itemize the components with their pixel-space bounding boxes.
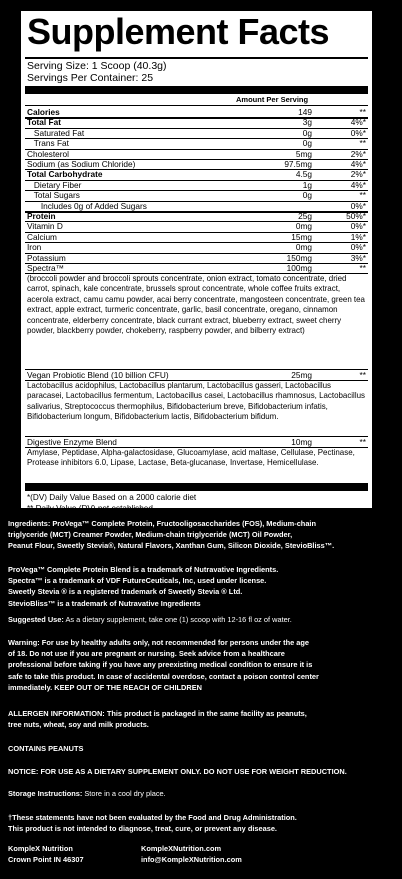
- allergen-label: ALLERGEN INFORMATION:: [8, 709, 105, 718]
- nutrient-label: Total Fat: [27, 117, 61, 128]
- contains-peanuts: CONTAINS PEANUTS: [8, 744, 84, 753]
- warning-line-2: of 18. Do not use if you are pregnant or nursing. Seek advice from a healthcare: [8, 649, 285, 659]
- nutrient-dv: 1%*: [350, 231, 366, 242]
- ingredients-block: [8, 518, 392, 552]
- probiotic-row: [25, 369, 368, 381]
- nutrient-amount: 15mg: [291, 231, 312, 242]
- nutrient-dv: 2%*: [350, 169, 366, 180]
- suggested-use-label: Suggested Use:: [8, 615, 64, 624]
- facts-title: Supplement Facts: [27, 11, 330, 52]
- probiotic-dv: **: [359, 370, 366, 380]
- company-website: KompleXNutrition.com: [141, 844, 222, 853]
- nutrient-dv: 3%*: [350, 252, 366, 263]
- contains-block: [8, 743, 392, 754]
- ingredients-label: Ingredients:: [8, 519, 51, 528]
- nutrient-amount: 25g: [298, 211, 312, 221]
- notice-text: FOR USE AS A DIETARY SUPPLEMENT ONLY. DO NOT USE FOR WEIGHT REDUCTION.: [38, 767, 347, 776]
- allergen-line-1: This product is packaged in the same facility as peanuts,: [104, 709, 307, 718]
- enzyme-amount: 10mg: [291, 437, 312, 447]
- nutrient-dv: 2%*: [350, 148, 366, 159]
- nutrient-label: Dietary Fiber: [27, 179, 82, 190]
- nutrient-label: Spectra™: [27, 263, 64, 273]
- nutrient-amount: 100mg: [286, 263, 312, 273]
- header-rule: [25, 105, 368, 106]
- nutrient-amount: 4.5g: [295, 169, 312, 180]
- suggested-use-text: As a dietary supplement, take one (1) scoop with 12-16 fl oz of water.: [63, 615, 292, 624]
- trademark-2: Spectra™ is a trademark of VDF FutureCeuticals, Inc, used under license.: [8, 576, 267, 586]
- ingredients-line-3: Peanut Flour, Sweetly Stevia®, Natural Flavors, Xanthan Gum, Silicon Dioxide, StevioBliss™.: [8, 541, 335, 551]
- nutrient-dv: 0%*: [350, 200, 366, 211]
- nutrient-dv: 0%*: [350, 127, 366, 138]
- probiotic-ingredients: Lactobacillus acidophilus, Lactobacillus plantarum, Lactobacillus gasseri, Lactobacillus paracasei, Lactobacillus fermentum, Lactobacillus casei, Lactobacillus rhamnosus, Lactobacillus salivarius, Streptococcus thermophilus, Bifidobacterium breve, Bifidobacterium infatis, Bifidobacterium longum, Bifidobacterium lactis, Bifidobacterium bifidum.: [27, 381, 365, 422]
- serving-size: Serving Size: 1 Scoop (40.3g): [27, 60, 167, 72]
- nutrient-dv: 0%*: [350, 242, 366, 253]
- spectra-ingredients: (broccoli powder and broccoli sprouts concentrate, onion extract, tomato concentrate, dried carrot, spinach, kale concentrate, brussels sprout concentrate, whole coffee fruits extract, acerola extract, camu camu powder, acai berry concentrate, mangosteen concentrate, green tea extract, apple extract, turmeric concentrate, garlic, basil concentrate, oregano, cinnamon concentrate, elderberry concentrate, black currant extract, blueberry extract, sweet cherry powder, blackberry powder, chokeberry, raspberry powder, and bilberry extract): [27, 274, 365, 336]
- probiotic-amount: 25mg: [291, 370, 312, 380]
- nutrient-label: Saturated Fat: [27, 127, 85, 138]
- nutrient-label: Cholesterol: [27, 148, 69, 159]
- trademarks-block: [8, 564, 392, 609]
- thick-rule: [25, 86, 368, 94]
- allergen-line-2: tree nuts, wheat, soy and milk products.: [8, 720, 149, 730]
- nutrient-label: Trans Fat: [27, 138, 69, 149]
- nutrient-dv: 4%*: [350, 179, 366, 190]
- nutrient-amount: 3g: [302, 117, 312, 128]
- nutrient-dv: **: [359, 190, 366, 201]
- nutrient-label: Protein: [27, 211, 56, 221]
- enzyme-label: Digestive Enzyme Blend: [27, 437, 117, 447]
- nutrient-amount: 0g: [302, 190, 312, 201]
- nutrient-dv: **: [359, 263, 366, 273]
- nutrient-label: Calories: [27, 107, 60, 117]
- warning-line-1: For use by healthy adults only, not recommended for persons under the age: [39, 638, 310, 647]
- supplement-facts-panel: [21, 11, 372, 513]
- title-rule: [25, 57, 368, 59]
- nutrient-amount: 0g: [302, 138, 312, 149]
- storage-block: [8, 788, 392, 799]
- nutrient-dv: 4%*: [350, 159, 366, 169]
- nutrient-label: Iron: [27, 242, 42, 253]
- servings-per-container: Servings Per Container: 25: [27, 72, 154, 84]
- nutrient-label: Includes 0g of Added Sugars: [27, 200, 147, 211]
- bottom-thick-rule: [25, 483, 368, 491]
- disclaimer-line-2: This product is not intended to diagnose, treat, cure, or prevent any disease.: [8, 824, 277, 834]
- nutrient-dv: 4%*: [350, 117, 366, 128]
- nutrient-label: Calcium: [27, 231, 57, 242]
- warning-line-4: safe to take this product. In case of accidental overdose, contact a poison control center: [8, 671, 319, 681]
- nutrient-dv: **: [359, 138, 366, 149]
- footnote-dv: *(DV) Daily Value Based on a 2000 calorie diet: [27, 493, 197, 502]
- company-email: info@KompleXNutrition.com: [141, 855, 242, 864]
- nutrient-label: Potassium: [27, 252, 66, 263]
- company-city: Crown Point IN 46307: [8, 855, 84, 864]
- storage-text: Store in a cool dry place.: [82, 789, 166, 798]
- ingredients-line-1: ProVega™ Complete Protein, Fructooligosaccharides (FOS), Medium-chain: [50, 519, 316, 528]
- nutrient-dv: **: [359, 107, 366, 117]
- trademark-4: StevioBliss™ is a trademark of Nutravative Ingredients: [8, 598, 201, 608]
- nutrient-label: Total Carbohydrate: [27, 169, 103, 180]
- allergen-block: [8, 708, 392, 730]
- storage-label: Storage Instructions:: [8, 789, 83, 798]
- trademark-1: ProVega™ Complete Protein Blend is a trademark of Nutravative Ingredients.: [8, 565, 279, 574]
- company-name: KompleX Nutrition: [8, 844, 73, 853]
- enzyme-ingredients: Amylase, Peptidase, Alpha-galactosidase, Glucoamylase, acid maltase, Cellulase, Pectinase, Protease inhibitors 6.0, Lipase, Lactase, Beta-glucanase, Invertase, Hemicellulase.: [27, 448, 355, 468]
- nutrient-amount: 0g: [302, 127, 312, 138]
- warning-line-5: immediately. KEEP OUT OF THE REACH OF CHILDREN: [8, 682, 202, 692]
- nutrient-amount: 97.5mg: [284, 159, 312, 169]
- enzyme-dv: **: [359, 437, 366, 447]
- nutrient-label: Vitamin D: [27, 221, 63, 232]
- disclaimer-block: [8, 812, 392, 834]
- warning-line-3: professional before taking if you have any preexisting medical condition to ensure it is: [8, 660, 313, 670]
- nutrient-amount: 0mg: [295, 221, 312, 232]
- notice-block: [8, 766, 392, 777]
- enzyme-row: [25, 436, 368, 448]
- nutrient-amount: 1g: [302, 179, 312, 190]
- trademark-3: Sweetly Stevia ® is a registered trademark of Sweetly Stevia ® Ltd.: [8, 587, 243, 597]
- notice-label: NOTICE:: [8, 767, 39, 776]
- nutrient-row: [25, 263, 368, 274]
- nutrient-label: Total Sugars: [27, 190, 80, 201]
- amount-header: Amount Per Serving: [236, 95, 309, 104]
- suggested-use-block: [8, 614, 392, 625]
- nutrient-amount: 5mg: [295, 148, 312, 159]
- nutrient-amount: 149: [298, 107, 312, 117]
- warning-label: Warning:: [8, 638, 40, 647]
- probiotic-label: Vegan Probiotic Blend (10 billion CFU): [27, 370, 169, 380]
- nutrient-amount: 150mg: [286, 252, 312, 263]
- nutrient-dv: 0%*: [350, 221, 366, 232]
- nutrient-label: Sodium (as Sodium Chloride): [27, 159, 136, 169]
- footnote-not-established: ** Daily Value (DV) not established: [27, 504, 153, 513]
- nutrient-amount: 0mg: [295, 242, 312, 253]
- ingredients-line-2: triglyceride (MCT) Creamer Powder, Medium-chain triglyceride (MCT) Oil Powder,: [8, 530, 293, 540]
- warning-block: [8, 637, 392, 693]
- disclaimer-line-1: †These statements have not been evaluated by the Food and Drug Administration.: [8, 813, 297, 822]
- nutrient-dv: 50%*: [346, 211, 366, 221]
